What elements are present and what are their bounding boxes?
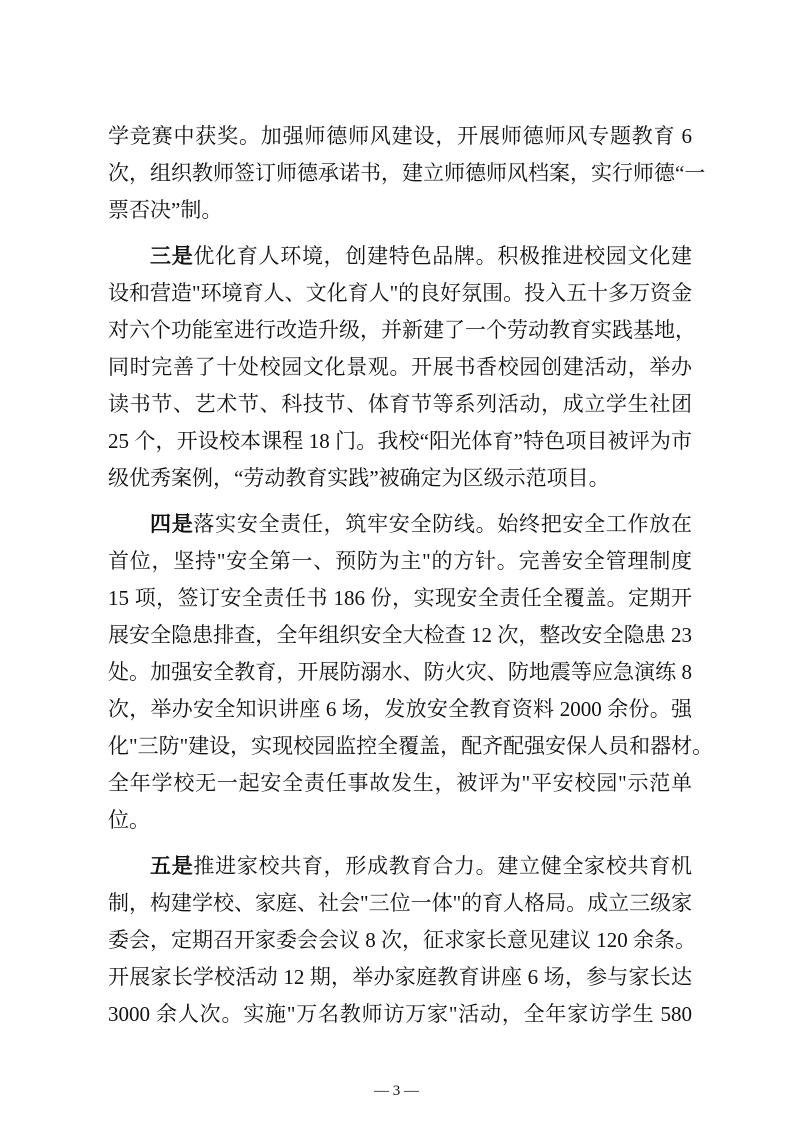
text-line	[108, 617, 692, 654]
line-text: 设和营造"环境育人、文化育人"的良好氛围。投入五十多万资金	[108, 281, 693, 305]
paragraph	[108, 848, 696, 1033]
line-text: 开展家长学校活动 12 期，举办家庭教育讲座 6 场，参与家长达	[108, 965, 692, 989]
line-text: 展安全隐患排查，全年组织安全大检查 12 次，整改安全隐患 23	[108, 623, 692, 647]
text-line	[108, 765, 692, 802]
paragraph-lead: 四是	[150, 512, 194, 536]
text-line	[108, 275, 692, 312]
line-text: 学竞赛中获奖。加强师德师风建设，开展师德师风专题教育 6	[108, 124, 692, 148]
paragraph	[108, 506, 714, 839]
line-text: 首位，坚持"安全第一、预防为主"的方针。完善安全管理制度	[108, 549, 692, 573]
text-line	[108, 386, 692, 423]
text-line	[108, 312, 696, 349]
line-text: 读书节、艺术节、科技节、体育节等系列活动，成立学生社团	[108, 392, 692, 416]
line-text: 处。加强安全教育，开展防溺水、防火灾、防地震等应急演练 8	[108, 660, 692, 684]
line-text: 25 个，开设校本课程 18 门。我校“阳光体育”特色项目被评为市	[108, 429, 692, 453]
line-text: 3000 余人次。实施"万名教师访万家"活动，全年家访学生 580	[108, 1002, 692, 1026]
line-text: 优化育人环境，创建特色品牌。积极推进校园文化建	[193, 244, 693, 268]
text-line	[108, 959, 692, 996]
text-line	[108, 728, 714, 765]
text-line	[108, 423, 692, 460]
line-text: 同时完善了十处校园文化景观。开展书香校园创建活动，举办	[108, 355, 692, 379]
text-line	[108, 460, 692, 497]
line-text: 次，组织教师签订师德承诺书，建立师德师风档案，实行师德“一	[108, 161, 706, 185]
line-text: 位。	[108, 808, 150, 832]
text-line	[108, 802, 692, 839]
line-text: 委会，定期召开家委会会议 8 次，征求家长意见建议 120 余条。	[108, 928, 696, 952]
document-body	[108, 118, 714, 1042]
line-text: 化"三防"建设，实现校园监控全覆盖，配齐配强安保人员和器材。	[108, 734, 714, 758]
text-line	[108, 691, 692, 728]
text-line	[108, 118, 692, 155]
text-line	[108, 922, 696, 959]
paragraph-lead: 五是	[150, 854, 194, 878]
text-line	[108, 238, 692, 275]
line-text: 票否决”制。	[108, 198, 223, 222]
page-number: — 3 —	[374, 1083, 419, 1099]
line-text: 对六个功能室进行改造升级，并新建了一个劳动教育实践基地，	[108, 318, 696, 342]
text-line	[108, 885, 692, 922]
text-line	[108, 580, 692, 617]
text-line	[108, 543, 692, 580]
line-text: 制，构建学校、家庭、社会"三位一体"的育人格局。成立三级家	[108, 891, 693, 915]
paragraph	[108, 118, 706, 229]
line-text: 推进家校共育，形成教育合力。建立健全家校共育机	[193, 854, 693, 878]
line-text: 次，举办安全知识讲座 6 场，发放安全教育资料 2000 余份。强	[108, 697, 692, 721]
text-line	[108, 155, 706, 192]
paragraph	[108, 238, 696, 497]
text-line	[108, 192, 692, 229]
line-text: 全年学校无一起安全责任事故发生，被评为"平安校园"示范单	[108, 771, 692, 795]
text-line	[108, 506, 692, 543]
text-line	[108, 654, 692, 691]
line-text: 15 项，签订安全责任书 186 份，实现安全责任全覆盖。定期开	[108, 586, 692, 610]
text-line	[108, 349, 692, 386]
line-text: 级优秀案例，“劳动教育实践”被确定为区级示范项目。	[108, 466, 610, 490]
text-line	[108, 996, 692, 1033]
line-text: 落实安全责任，筑牢安全防线。始终把安全工作放在	[193, 512, 693, 536]
text-line	[108, 848, 692, 885]
paragraph-lead: 三是	[150, 244, 194, 268]
